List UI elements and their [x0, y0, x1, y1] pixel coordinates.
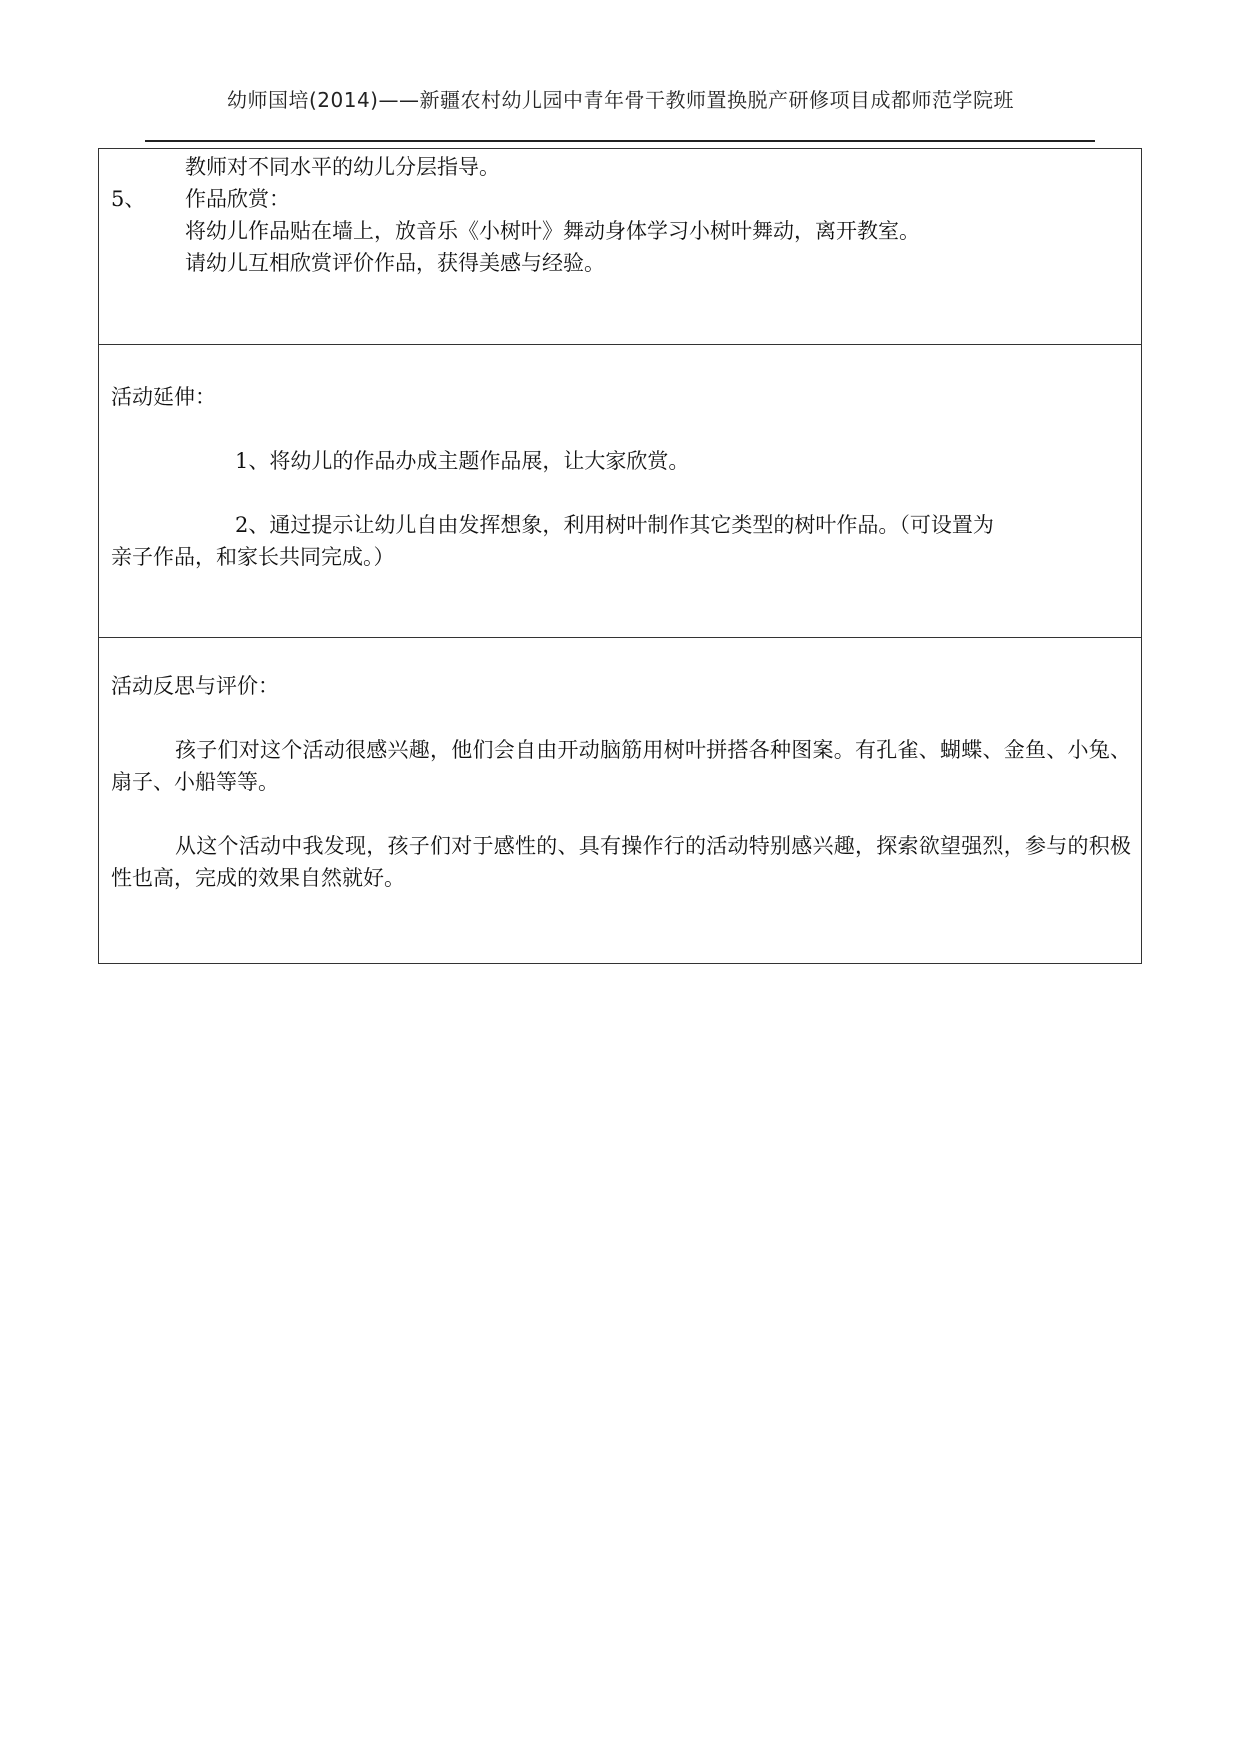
step-evaluation: 请幼儿互相欣赏评价作品，获得美感与经验。 — [185, 251, 605, 275]
reflection-paragraph: 从这个活动中我发现，孩子们对于感性的、具有操作行的活动特别感兴趣，探索欲望强烈，参与的积极性也高，完成的效果自然就好。 — [111, 834, 1131, 890]
activity-steps-section — [99, 149, 1141, 345]
extension-item-continued: 亲子作品，和家长共同完成。） — [111, 545, 395, 569]
extension-item: 2、通过提示让幼儿自由发挥想象，利用树叶制作其它类型的树叶作品。（可设置为 — [235, 513, 994, 537]
section-heading: 活动反思与评价： — [111, 674, 279, 698]
step-description: 将幼儿作品贴在墙上，放音乐《小树叶》舞动身体学习小树叶舞动，离开教室。 — [185, 219, 920, 243]
step-title: 作品欣赏： — [185, 187, 290, 211]
reflection-section — [99, 638, 1141, 963]
lesson-plan-table — [98, 148, 1142, 964]
activity-extension-section — [99, 345, 1141, 638]
step-number: 5、 — [111, 187, 146, 211]
extension-item: 1、将幼儿的作品办成主题作品展，让大家欣赏。 — [235, 449, 690, 473]
guidance-text: 教师对不同水平的幼儿分层指导。 — [185, 155, 500, 179]
header-divider — [145, 140, 1095, 142]
reflection-paragraph: 孩子们对这个活动很感兴趣，他们会自由开动脑筋用树叶拼搭各种图案。有孔雀、蝴蝶、金鱼、小兔、扇子、小船等等。 — [111, 738, 1131, 794]
page-header-title: 幼师国培(2014)——新疆农村幼儿园中青年骨干教师置换脱产研修项目成都师范学院班 — [226, 88, 1014, 112]
section-heading: 活动延伸： — [111, 385, 216, 409]
